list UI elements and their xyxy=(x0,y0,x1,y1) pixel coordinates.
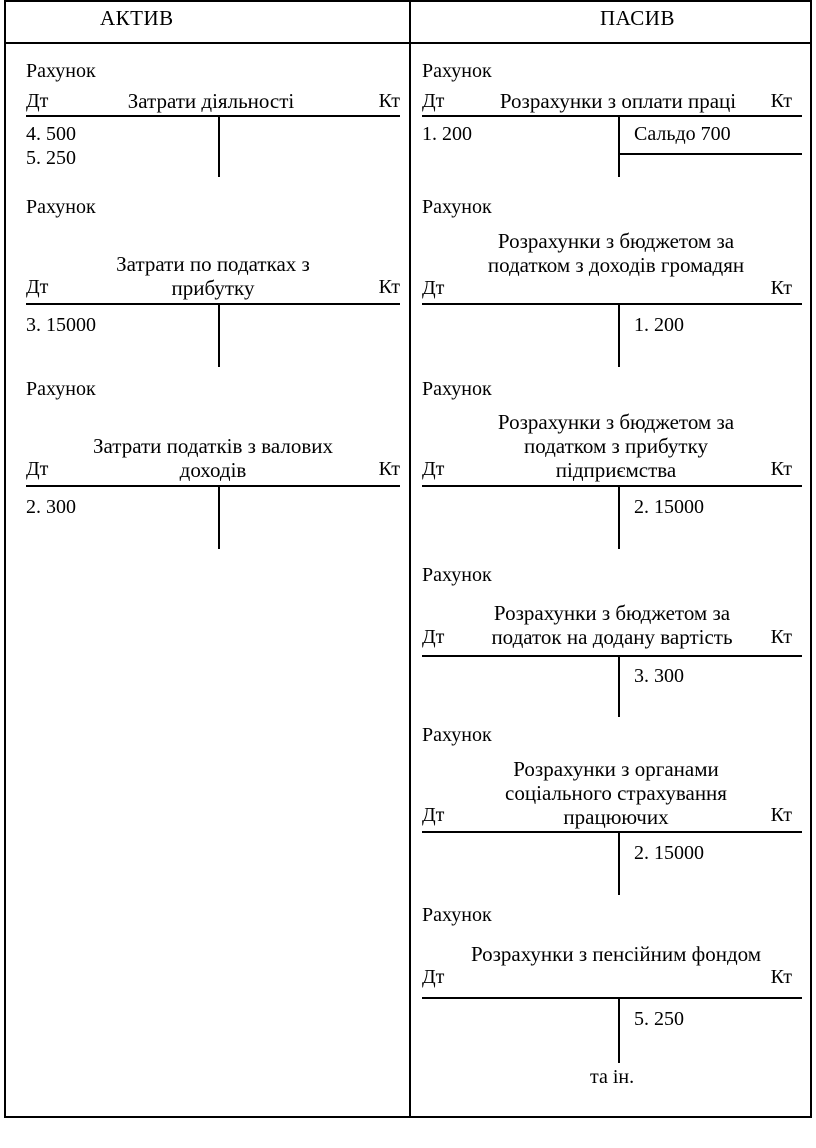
debit-label: Дт xyxy=(26,90,49,112)
debit-label: Дт xyxy=(422,804,445,826)
header-divider xyxy=(4,42,812,44)
t-account-line xyxy=(26,485,400,487)
t-account-pasyv-1 xyxy=(422,60,802,180)
t-account-line xyxy=(422,303,802,305)
t-account-stem xyxy=(218,485,220,549)
account-label: Рахунок xyxy=(422,60,492,82)
credit-entry: 2. 15000 xyxy=(634,496,704,518)
t-account-pasyv-3 xyxy=(422,378,802,550)
debit-entry: 4. 500 xyxy=(26,123,76,145)
footer-note: та ін. xyxy=(590,1066,635,1088)
t-account-line xyxy=(26,303,400,305)
t-account-line xyxy=(422,115,802,117)
credit-entry: Сальдо 700 xyxy=(634,123,731,145)
t-account-aktiv-3 xyxy=(26,378,400,550)
t-account-line xyxy=(422,655,802,657)
t-account-stem xyxy=(618,303,620,367)
account-name: Затрати по податках з прибутку xyxy=(116,252,310,300)
t-account-line xyxy=(422,997,802,999)
credit-label: Кт xyxy=(770,277,792,299)
credit-label: Кт xyxy=(770,458,792,480)
account-name: Затрати податків з валових доходів xyxy=(93,434,333,482)
t-account-aktiv-1 xyxy=(26,60,400,180)
debit-label: Дт xyxy=(26,458,49,480)
credit-label: Кт xyxy=(770,966,792,988)
account-label: Рахунок xyxy=(422,378,492,400)
account-name: Розрахунки з бюджетом за податком з прибутку підприємства xyxy=(497,410,735,482)
debit-entry: 2. 300 xyxy=(26,496,76,518)
t-account-pasyv-6 xyxy=(422,904,802,1064)
t-account-line xyxy=(26,115,400,117)
t-account-pasyv-4 xyxy=(422,564,802,718)
column-divider xyxy=(409,0,411,1118)
account-label: Рахунок xyxy=(422,724,492,746)
column-header-aktiv: АКТИВ xyxy=(100,6,174,30)
t-account-stem xyxy=(618,997,620,1063)
t-account-line xyxy=(422,485,802,487)
t-account-stem xyxy=(218,115,220,177)
debit-label: Дт xyxy=(26,276,49,298)
debit-label: Дт xyxy=(422,90,445,112)
account-label: Рахунок xyxy=(26,60,96,82)
t-account-line xyxy=(422,831,802,833)
credit-label: Кт xyxy=(378,276,400,298)
balance-underline xyxy=(618,153,802,155)
account-label: Рахунок xyxy=(422,196,492,218)
debit-entry: 1. 200 xyxy=(422,123,472,145)
account-label: Рахунок xyxy=(26,378,96,400)
credit-entry: 5. 250 xyxy=(634,1008,684,1030)
debit-entry: 3. 15000 xyxy=(26,314,96,336)
account-name: Розрахунки з органами соціального страхування працюючих xyxy=(505,757,727,829)
t-account-stem xyxy=(618,831,620,895)
column-header-pasyv: ПАСИВ xyxy=(600,6,675,30)
debit-label: Дт xyxy=(422,277,445,299)
credit-label: Кт xyxy=(378,458,400,480)
t-account-stem xyxy=(618,655,620,717)
account-name: Розрахунки з пенсійним фондом xyxy=(470,942,762,966)
credit-entry: 2. 15000 xyxy=(634,842,704,864)
account-name: Розрахунки з бюджетом за податком з доходів громадян xyxy=(487,229,745,277)
account-name: Розрахунки з бюджетом за податок на додану вартість xyxy=(491,601,733,649)
t-account-stem xyxy=(618,115,620,177)
credit-label: Кт xyxy=(770,804,792,826)
account-name: Розрахунки з оплати праці xyxy=(499,89,737,113)
credit-entry: 1. 200 xyxy=(634,314,684,336)
debit-label: Дт xyxy=(422,966,445,988)
t-account-stem xyxy=(618,485,620,549)
debit-label: Дт xyxy=(422,458,445,480)
debit-label: Дт xyxy=(422,626,445,648)
t-account-aktiv-2 xyxy=(26,196,400,368)
credit-label: Кт xyxy=(770,626,792,648)
debit-entry: 5. 250 xyxy=(26,147,76,169)
credit-label: Кт xyxy=(378,90,400,112)
t-account-pasyv-2 xyxy=(422,196,802,368)
t-account-stem xyxy=(218,303,220,367)
account-label: Рахунок xyxy=(26,196,96,218)
account-label: Рахунок xyxy=(422,564,492,586)
t-account-pasyv-5 xyxy=(422,724,802,896)
credit-label: Кт xyxy=(770,90,792,112)
account-name: Затрати діяльності xyxy=(127,89,295,113)
credit-entry: 3. 300 xyxy=(634,665,684,687)
account-label: Рахунок xyxy=(422,904,492,926)
